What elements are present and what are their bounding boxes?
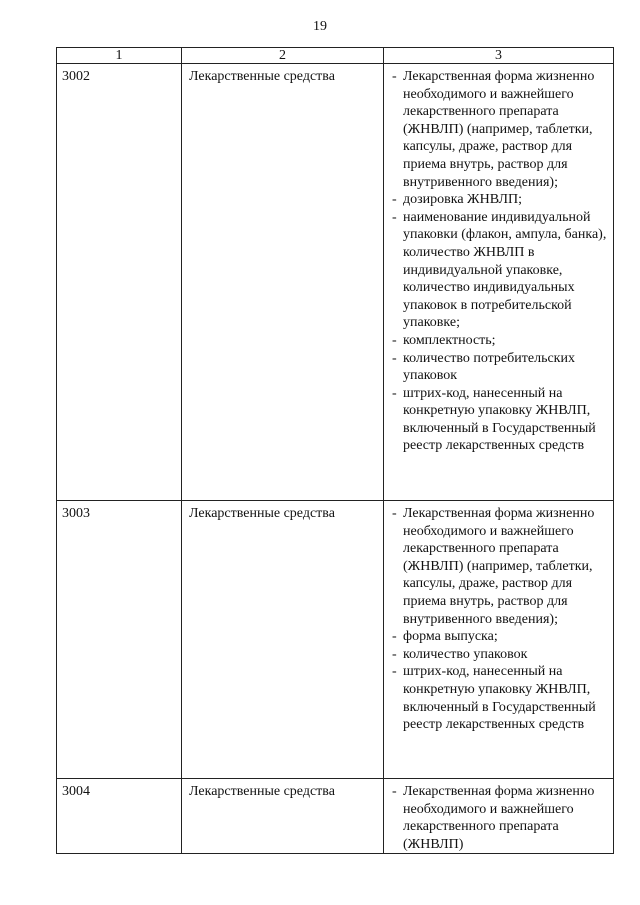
dash-bullet: - — [392, 332, 397, 348]
list-item — [392, 783, 609, 853]
dash-bullet: - — [392, 506, 397, 521]
list-item — [392, 209, 609, 332]
column-header-2: 2 — [182, 48, 384, 64]
list-item — [392, 332, 609, 350]
list-item-text: форма выпуска; — [403, 629, 498, 645]
table-header-row — [57, 48, 614, 64]
classification-table — [56, 47, 614, 854]
list-item — [392, 191, 609, 209]
list-item — [392, 505, 609, 628]
list-item — [392, 350, 609, 385]
row-code: 3004 — [57, 779, 182, 854]
list-item-text: дозировка ЖНВЛП; — [403, 192, 523, 208]
dash-bullet: - — [392, 664, 397, 680]
list-item-text: Лекарственная форма жизненно необходимого и важнейшего лекарственного препарата (ЖНВЛП) — [403, 784, 595, 852]
dash-bullet: - — [392, 69, 397, 84]
row-code: 3003 — [57, 501, 182, 779]
list-item — [392, 68, 609, 191]
row-attributes — [384, 779, 614, 854]
dash-bullet: - — [392, 209, 397, 225]
list-item-text: Лекарственная форма жизненно необходимого и важнейшего лекарственного препарата (ЖНВЛП) (например, таблетки, капсулы, драже, раствор для приема внутрь, раствор для внутривенного введения); — [403, 506, 595, 627]
attribute-list — [392, 505, 609, 734]
dash-bullet: - — [392, 784, 397, 799]
row-name: Лекарственные средства — [182, 779, 384, 854]
list-item-text: штрих-код, нанесенный на конкретную упаковку ЖНВЛП, включенный в Государственный реестр лекарственных средств — [403, 664, 596, 733]
list-item-text: наименование индивидуальной упаковки (флакон, ампула, банка), количество ЖНВЛП в индивидуальной упаковке, количество индивидуальных упаковок в потребительской упаковке; — [403, 209, 607, 331]
list-item-text: комплектность; — [403, 332, 496, 348]
dash-bullet: - — [392, 350, 397, 366]
row-attributes — [384, 501, 614, 779]
list-item-text: Лекарственная форма жизненно необходимого и важнейшего лекарственного препарата (ЖНВЛП) (например, таблетки, капсулы, драже, раствор для приема внутрь, раствор для внутривенного введения); — [403, 69, 595, 190]
table-row — [57, 64, 614, 501]
dash-bullet: - — [392, 385, 397, 401]
list-item — [392, 663, 609, 733]
row-code: 3002 — [57, 64, 182, 501]
attribute-list — [392, 783, 609, 853]
row-name: Лекарственные средства — [182, 64, 384, 501]
dash-bullet: - — [392, 629, 397, 645]
list-item — [392, 385, 609, 455]
dash-bullet: - — [392, 192, 397, 208]
list-item-text: штрих-код, нанесенный на конкретную упаковку ЖНВЛП, включенный в Государственный реестр лекарственных средств — [403, 385, 596, 454]
table-row — [57, 779, 614, 854]
row-attributes — [384, 64, 614, 501]
page-number: 19 — [313, 19, 327, 34]
column-header-1: 1 — [57, 48, 182, 64]
list-item-text: количество потребительских упаковок — [403, 350, 575, 384]
attribute-list — [392, 68, 609, 455]
column-header-3: 3 — [384, 48, 614, 64]
list-item — [392, 646, 609, 664]
list-item — [392, 628, 609, 646]
dash-bullet: - — [392, 646, 397, 662]
table-row — [57, 501, 614, 779]
list-item-text: количество упаковок — [403, 646, 528, 662]
row-name: Лекарственные средства — [182, 501, 384, 779]
